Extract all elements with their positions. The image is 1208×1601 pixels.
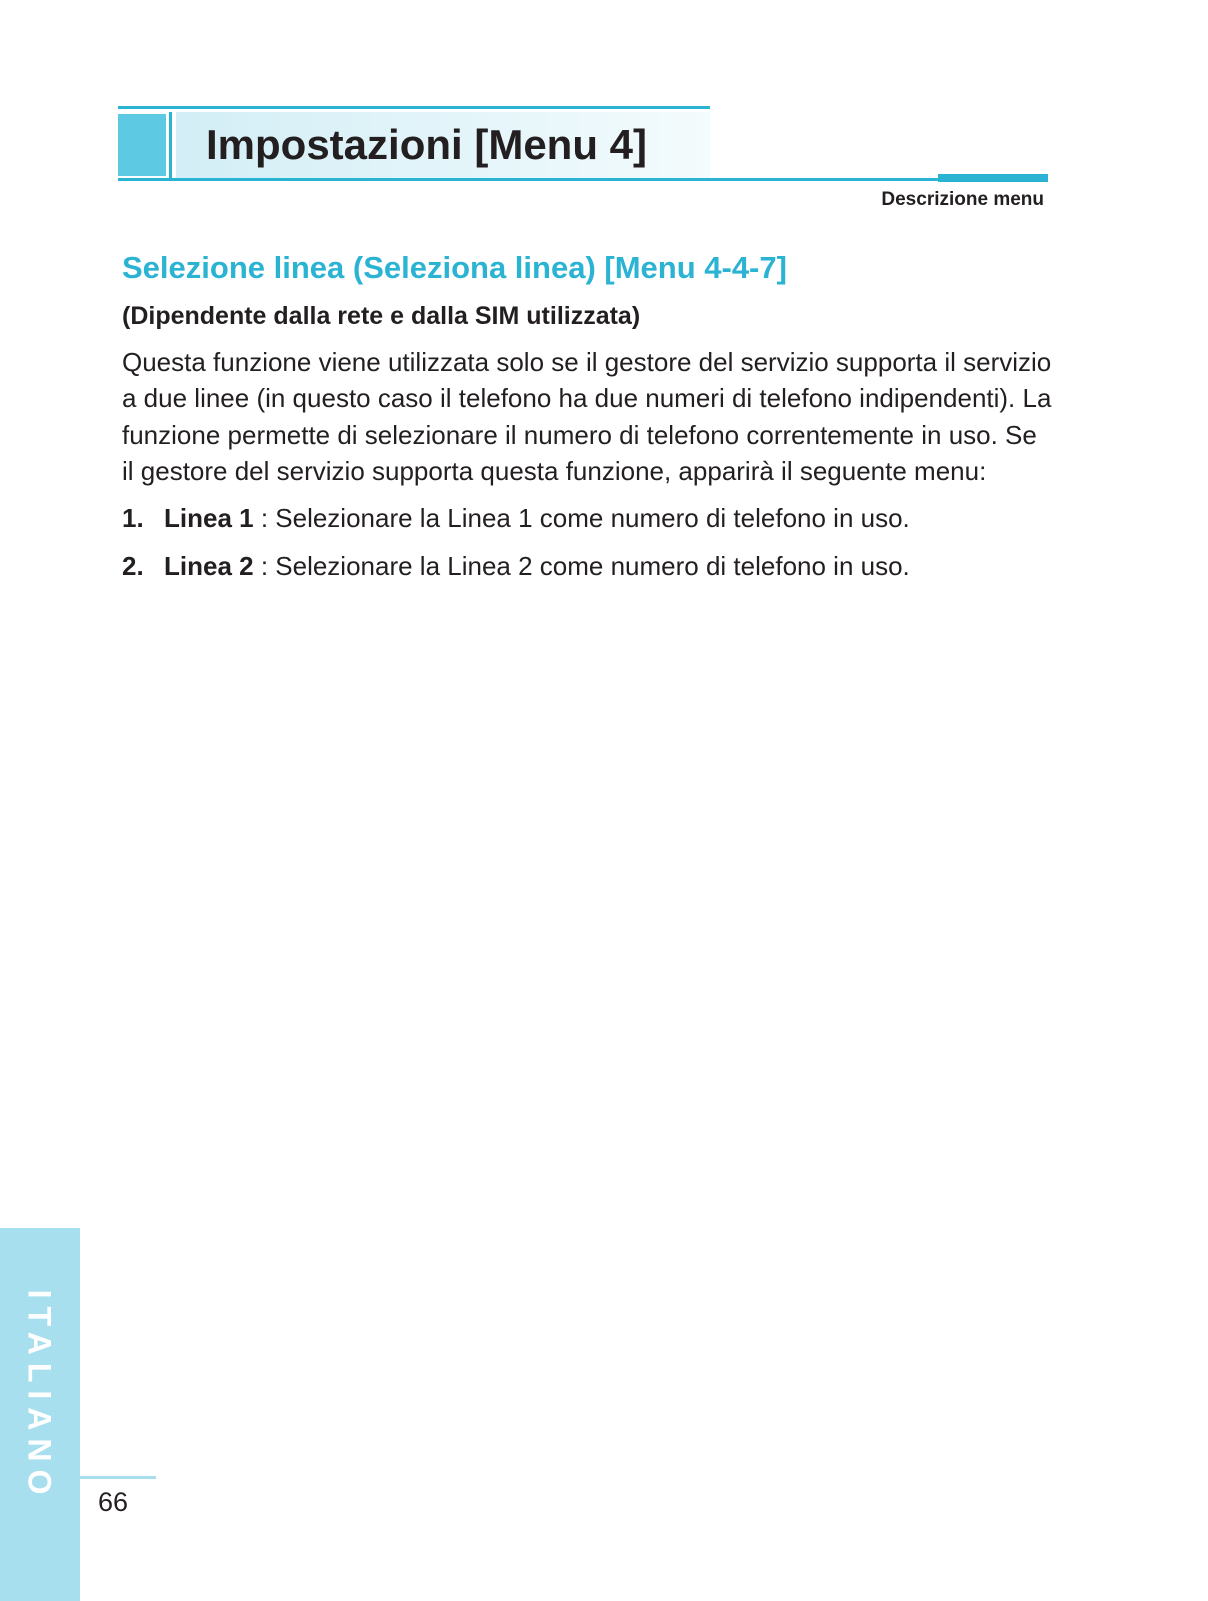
page-number-rule — [80, 1476, 156, 1479]
page-title: Impostazioni [Menu 4] — [206, 121, 647, 168]
main-content — [122, 246, 1052, 596]
page-number: 66 — [98, 1487, 129, 1517]
list-item-number: 1. — [122, 502, 144, 533]
list-item — [122, 548, 1052, 584]
header-bottom-rule — [118, 178, 938, 181]
list-item-text: : Selezionare la Linea 1 come numero di telefono in uso. — [253, 502, 910, 533]
header-separator — [169, 112, 172, 178]
list-item-term: Linea 1 — [164, 502, 254, 533]
option-list — [122, 500, 1052, 584]
list-item-text: : Selezionare la Linea 2 come numero di telefono in uso. — [253, 550, 910, 581]
header-right-bar — [938, 174, 1048, 182]
list-item-number: 2. — [122, 550, 144, 581]
section-paragraph: Questa funzione viene utilizzata solo se il gestore del servizio supporta il servizio a due linee (in questo caso il telefono ha due numeri di telefono indipendenti). La funzione permette di selezionare il numero di telefono correntemente in uso. Se il gestore del servizio supporta questa funzione, apparirà il seguente menu: — [122, 347, 1052, 487]
section-heading: Selezione linea (Seleziona linea) [Menu 4-4-7] — [122, 250, 787, 285]
header-accent-square — [118, 114, 166, 176]
header-subtitle: Descrizione menu — [881, 189, 1044, 210]
list-item — [122, 500, 1052, 536]
list-item-term: Linea 2 — [164, 550, 254, 581]
header-top-rule — [118, 106, 710, 109]
section-subheading: (Dipendente dalla rete e dalla SIM utilizzata) — [122, 302, 641, 330]
language-tab-label: ITALIANO — [21, 1289, 58, 1503]
